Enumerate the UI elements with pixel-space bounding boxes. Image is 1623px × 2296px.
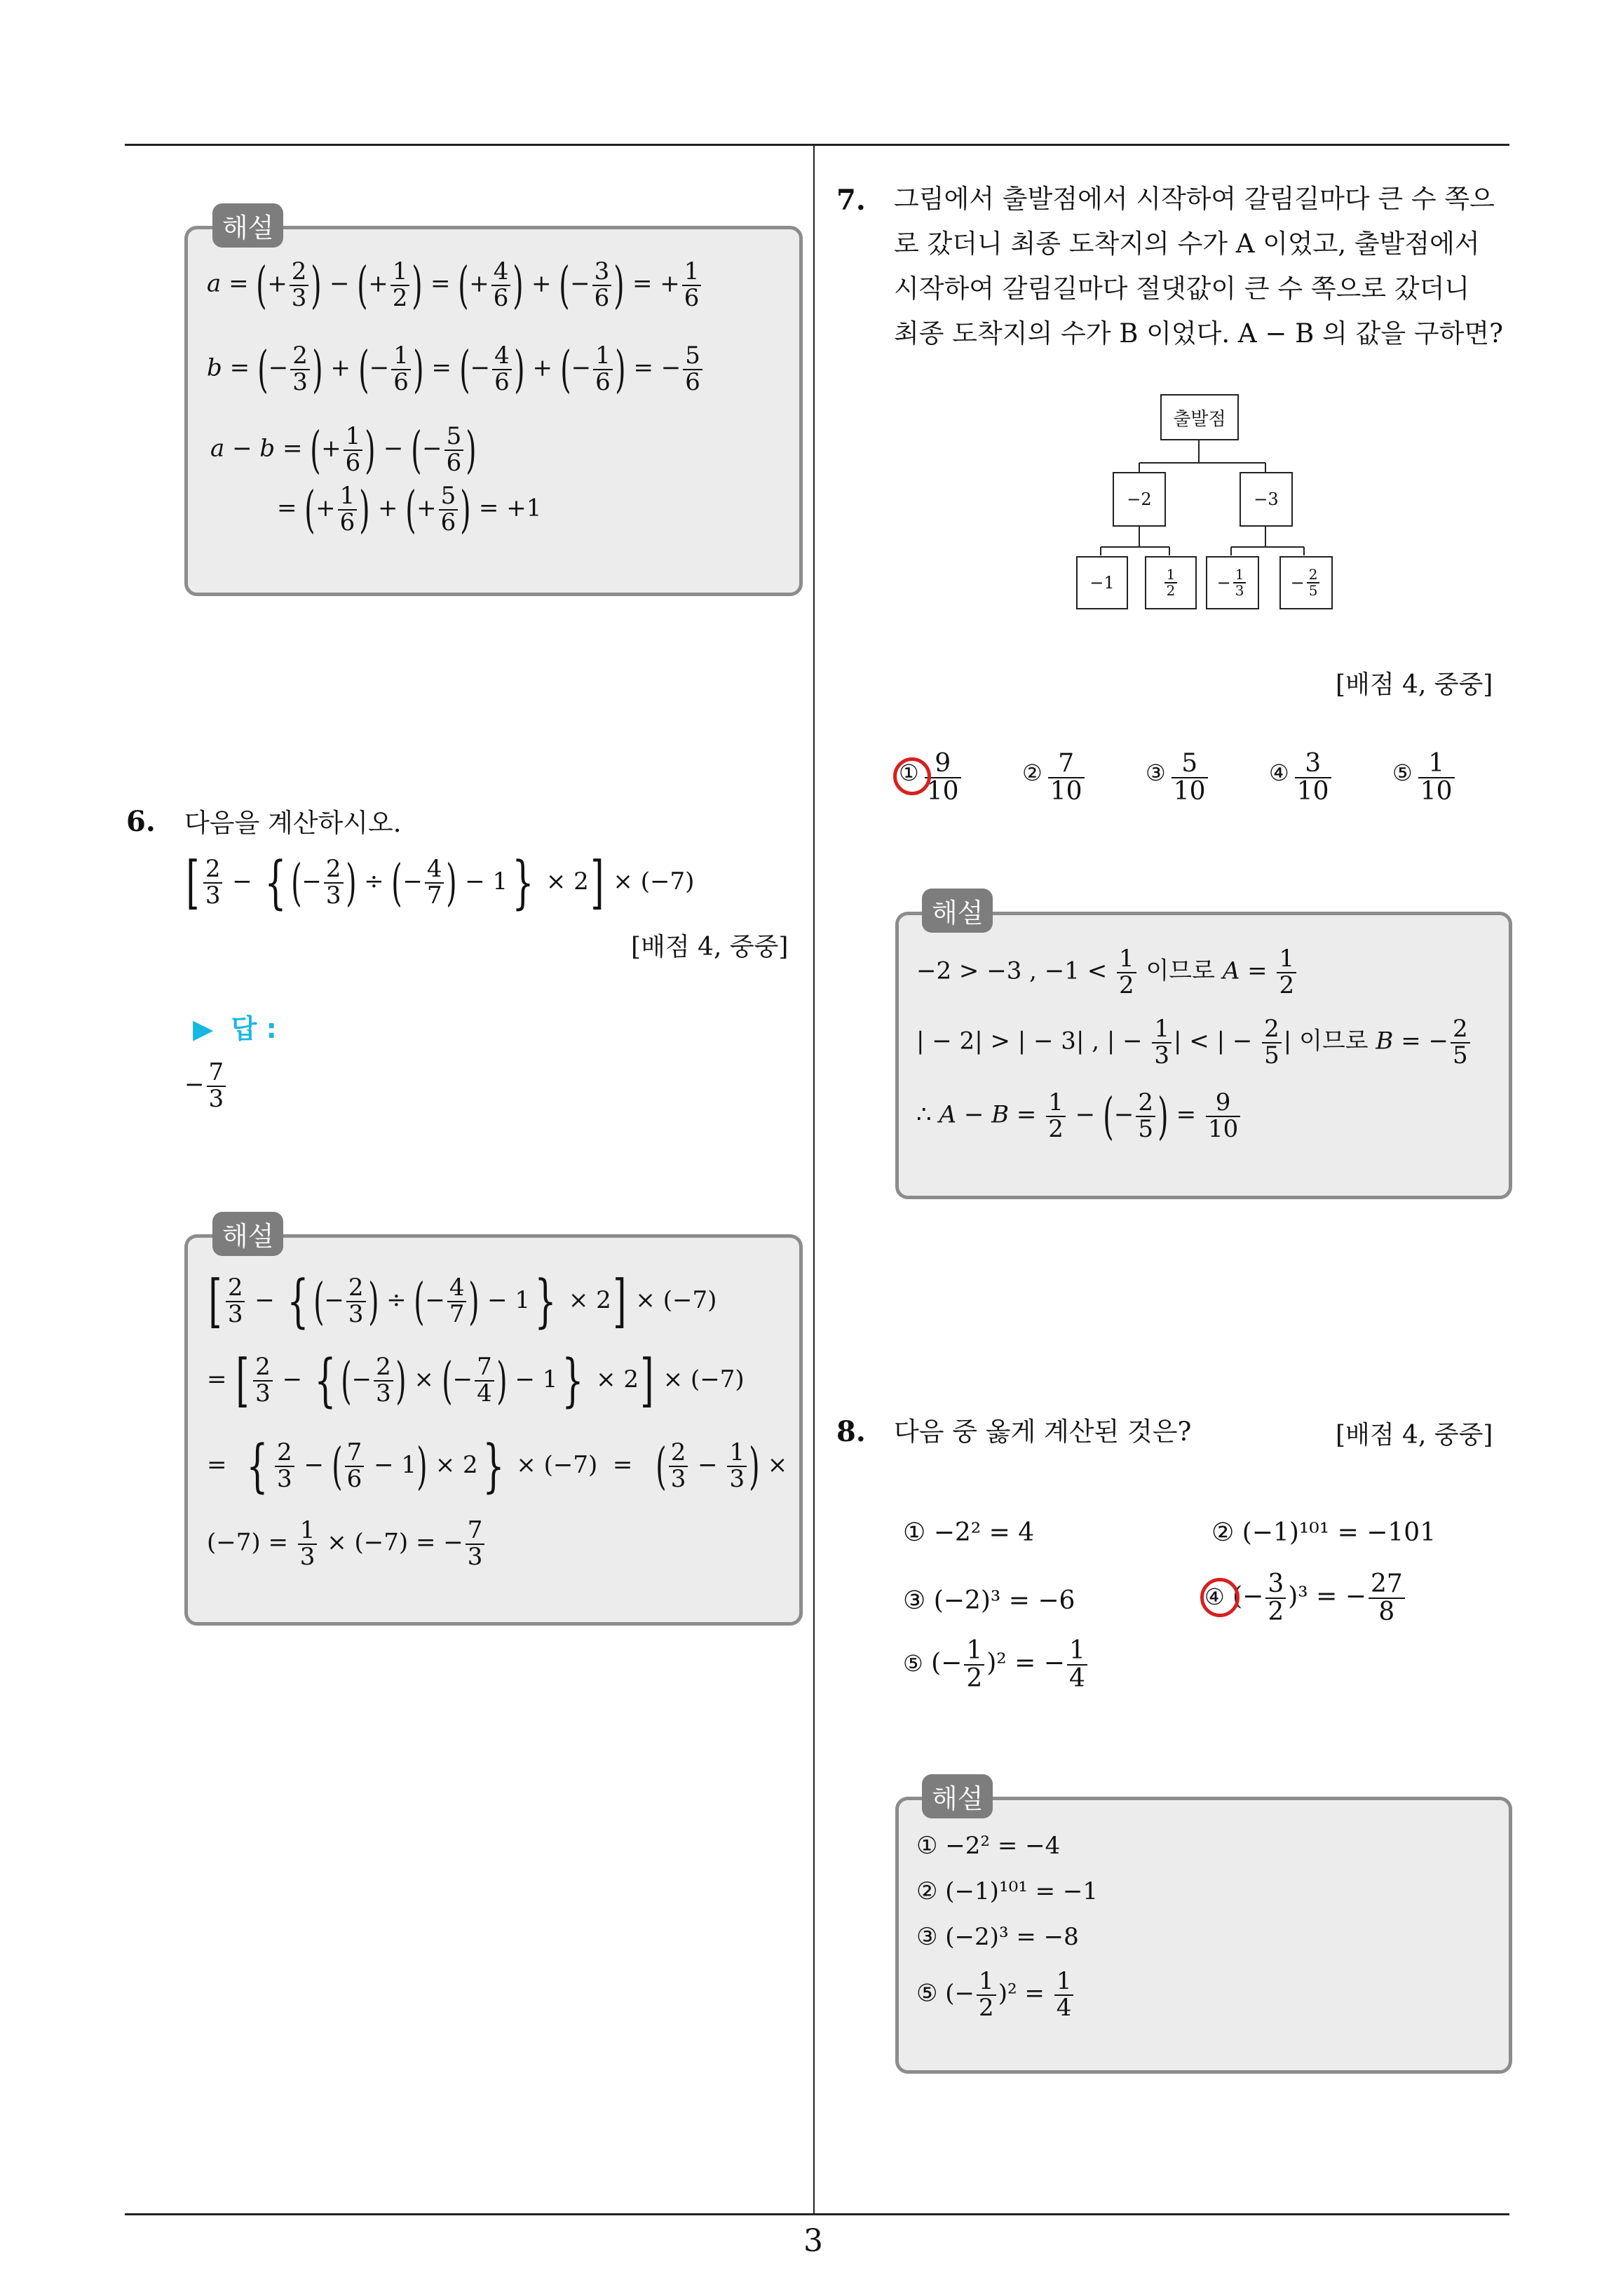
q7-option-3[interactable]: ③ $\frac{5}{10}$	[1146, 750, 1210, 805]
solution-2-line-2: = [ $\frac{2}{3}$ − {(− $\frac{2}{3}$ ) × (− $\frac{7}{4}$ ) − 1} × 2] × (−7)	[207, 1347, 745, 1414]
q7-option-5[interactable]: ⑤ $\frac{1}{10}$	[1392, 750, 1457, 805]
q7-solution-line-3: ∴ A − B = $\frac{1}{2}$ − (− $\frac{2}{5}$ ) = $\frac{9}{10}$	[916, 1090, 1242, 1142]
q6-answer-label: 답 :	[231, 1013, 277, 1044]
solution-tag: 해설	[922, 1774, 993, 1818]
q8-option-1[interactable]: ① −2² = 4	[903, 1518, 1035, 1547]
q8-solution-line-1: ① −2² = −4	[916, 1832, 1061, 1860]
top-rule	[125, 144, 1509, 146]
tree-leaf-2: $\frac{1}{2}$	[1145, 556, 1197, 609]
tree-leaf-4: − $\frac{2}{5}$	[1279, 556, 1333, 609]
tree-node-label: −2	[1127, 489, 1152, 509]
q8-option-3[interactable]: ③ (−2)³ = −6	[903, 1586, 1075, 1615]
tree-node-left	[1113, 472, 1166, 527]
tree-root-label: 출발점	[1173, 408, 1226, 430]
q7-text	[894, 177, 1511, 356]
q7-text-line: 그림에서 출발점에서 시작하여 갈림길마다 큰 수 쪽으	[894, 184, 1495, 214]
q6-score: [배점 4, 중중]	[631, 933, 789, 961]
q8-solution-line-3: ③ (−2)³ = −8	[916, 1923, 1079, 1951]
selected-answer-mark	[1200, 1578, 1240, 1617]
q7-solution-line-1: −2 > −3 , −1 < $\frac{1}{2}$ 이므로 A = $\frac{1}{2}$	[916, 947, 1298, 998]
q7-score: [배점 4, 중중]	[1336, 670, 1493, 699]
q8-option-5[interactable]: ⑤ (− $\frac{1}{2}$ )² = − $\frac{1}{4}$	[903, 1637, 1089, 1692]
tree-node-label: −3	[1254, 489, 1279, 509]
tree-leaf-label: −1	[1089, 573, 1115, 593]
q7-text-line: 로 갔더니 최종 도착지의 수가 A 이었고, 출발점에서	[894, 229, 1480, 259]
q8-number: 8.	[836, 1415, 866, 1448]
q6-answer-row	[193, 1007, 277, 1046]
q6-text: 다음을 계산하시오.	[184, 808, 402, 838]
q8-solution-line-2: ② (−1)¹⁰¹ = −1	[916, 1877, 1099, 1905]
solution-2-line-4: (−7) = $\frac{1}{3}$ × (−7) = − $\frac{7}{3}$	[207, 1518, 487, 1569]
solution-tag: 해설	[212, 1212, 283, 1256]
tree-node-right	[1240, 472, 1293, 527]
solution-1-line-a: a = (+ $\frac{2}{3}$ ) − (+ $\frac{1}{2}$ ) = (+ $\frac{4}{6}$ ) + (− $\frac{3}{6}$ ) = + $\frac{1}{6}$	[207, 259, 703, 311]
column-divider	[813, 146, 815, 2213]
solution-1-line-ab2: = (+ $\frac{1}{6}$ ) + (+ $\frac{5}{6}$ ) = +1	[277, 480, 542, 539]
q6-expression: [ $\frac{2}{3}$ − {(− $\frac{2}{3}$ ) ÷ (− $\frac{4}{7}$ ) − 1} × 2] × (−7)	[186, 849, 695, 916]
tree-root-node	[1160, 394, 1239, 440]
selected-answer-mark	[893, 757, 931, 795]
answer-arrow-icon: ▶	[193, 1013, 214, 1044]
solution-tag: 해설	[212, 203, 283, 248]
q7-text-line: 시작하여 갈림길마다 절댓값이 큰 수 쪽으로 갔더니	[894, 274, 1470, 304]
q8-option-4[interactable]: ④ (− $\frac{3}{2}$ )³ = − $\frac{27}{8}$	[1204, 1571, 1407, 1626]
solution-1-line-b: b = (− $\frac{2}{3}$ ) + (− $\frac{1}{6}$ ) = (− $\frac{4}{6}$ ) + (− $\frac{1}{6}$ ) = − $\frac{5}{6}$	[207, 344, 705, 395]
solution-1-line-ab: a − b = (+ $\frac{1}{6}$ ) − (− $\frac{5}{6}$ )	[210, 420, 477, 479]
q6-number: 6.	[126, 805, 156, 838]
solution-tag: 해설	[922, 889, 993, 933]
bottom-rule	[125, 2213, 1509, 2215]
q7-solution-line-2: | − 2| > | − 3| , | − $\frac{1}{3}$ | < | − $\frac{2}{5}$ | 이므로 B = − $\frac{2}{5}$	[916, 1017, 1472, 1068]
solution-2-line-1: [ $\frac{2}{3}$ − {(− $\frac{2}{3}$ ) ÷ (− $\frac{4}{7}$ ) − 1} × 2] × (−7)	[208, 1268, 717, 1335]
q6-answer-value: − $\frac{7}{3}$	[184, 1060, 228, 1112]
q8-solution-line-5: ⑤ (− $\frac{1}{2}$ )² = $\frac{1}{4}$	[916, 1969, 1075, 2020]
q8-score: [배점 4, 중중]	[1336, 1421, 1493, 1450]
q7-number: 7.	[836, 184, 866, 217]
tree-leaf-3: − $\frac{1}{3}$	[1206, 556, 1259, 609]
q7-text-line: 최종 도착지의 수가 B 이었다. A − B 의 값을 구하면?	[894, 318, 1503, 349]
q7-option-2[interactable]: ② $\frac{7}{10}$	[1022, 750, 1087, 805]
page-number: 3	[803, 2223, 823, 2259]
solution-2-line-3: = { $\frac{2}{3}$ − ( $\frac{7}{6}$ − 1) × 2} × (−7) = ( $\frac{2}{3}$ − $\frac{1}{3}$ ) ×	[207, 1433, 788, 1499]
q8-option-2[interactable]: ② (−1)¹⁰¹ = −101	[1211, 1518, 1437, 1547]
q7-option-1[interactable]: ① $\frac{9}{10}$	[899, 750, 963, 805]
q7-option-4[interactable]: ④ $\frac{3}{10}$	[1269, 750, 1333, 805]
q8-text: 다음 중 옳게 계산된 것은?	[894, 1417, 1192, 1447]
tree-leaf-1	[1076, 556, 1128, 609]
